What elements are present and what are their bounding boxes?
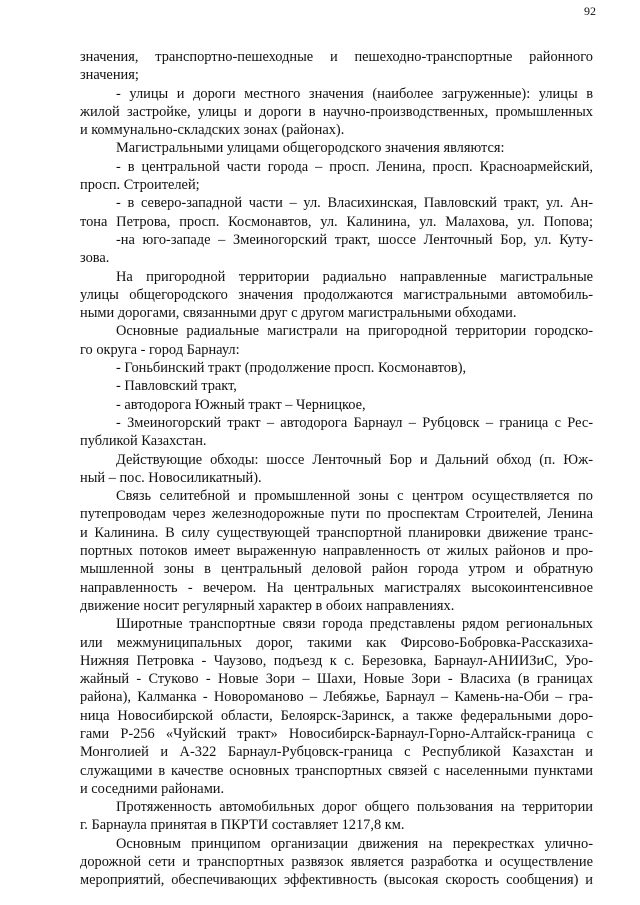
text-line: жилой застройке, улицы и дороги в научно-производственных, промышленных (80, 103, 593, 120)
text-line: Монголией и А-322 Барнаул-Рубцовск-граница с Республикой Казахстан и (80, 744, 593, 761)
text-line: зова. (80, 250, 110, 267)
text-line: г. Барнаула принятая в ПКРТИ составляет 1217,8 км. (80, 817, 405, 834)
text-line: Действующие обходы: шоссе Ленточный Бор и Дальний обход (п. Юж- (116, 451, 593, 468)
text-line: мероприятий, обеспечивающих эффективность (высокая скорость сообщения) и (80, 872, 593, 889)
text-line: или межмуниципальных дорог, такими как Фирсово-Бобровка-Рассказиха- (80, 634, 593, 651)
text-line: района), Калманка - Новороманово – Лебяжье, Барнаул – Камень-на-Оби – гра- (80, 689, 593, 706)
text-line: На пригородной территории радиально направленные магистральные (116, 268, 593, 285)
text-line: - в северо-западной части – ул. Власихинская, Павловский тракт, ул. Ан- (116, 195, 593, 212)
text-line: Протяженность автомобильных дорог общего пользования на территории (116, 799, 593, 816)
text-line: и Калинина. В силу существующей транспортной планировки движение транс- (80, 524, 593, 541)
text-line: ными дорогами, связанными друг с другом магистральными обходами. (80, 305, 517, 322)
text-line: жайный - Стуково - Новые Зори – Шахи, Новые Зори - Власиха (в границах (80, 671, 593, 688)
text-line: улицы общегородского значения продолжаются магистральными автомобиль- (80, 286, 593, 303)
body-text (80, 48, 593, 890)
text-line: гами Р-256 «Чуйский тракт» Новосибирск-Барнаул-Горно-Алтайск-граница с (80, 725, 593, 742)
text-line: - автодорога Южный тракт – Черницкое, (116, 396, 366, 413)
text-line: Связь селитебной и промышленной зоны с центром осуществляется по (116, 488, 593, 505)
text-line: тона Петрова, просп. Космонавтов, ул. Калинина, ул. Малахова, ул. Попова; (80, 213, 593, 230)
text-line: направленность - вечером. На центральных магистралях высокоинтенсивное (80, 579, 593, 596)
text-line: - Змеиногорский тракт – автодорога Барнаул – Рубцовск – граница с Рес- (116, 414, 593, 431)
text-line: Основным принципом организации движения на перекрестках улично- (116, 835, 593, 852)
text-line: Нижняя Петровка - Чаузово, подъезд к с. Березовка, Барнаул-АНИИЗиС, Уро- (80, 652, 593, 669)
text-line: и соседними районами. (80, 780, 225, 797)
text-line: портных потоков имеет выраженную направленность от жилых районов и про- (80, 543, 593, 560)
text-line: -на юго-западе – Змеиногорский тракт, шоссе Ленточный Бор, ул. Куту- (116, 231, 593, 248)
text-line: движение носит регулярный характер в обоих направлениях. (80, 597, 455, 614)
text-line: значения; (80, 67, 139, 84)
text-line: - Гоньбинский тракт (продолжение просп. Космонавтов), (116, 360, 467, 377)
text-line: значения, транспортно-пешеходные и пешеходно-транспортные районного (80, 49, 593, 65)
text-line: путепроводам через железнодорожные пути по проспектам Строителей, Ленина (80, 506, 593, 523)
page-number: 92 (584, 4, 596, 18)
text-line: публикой Казахстан. (80, 433, 207, 450)
text-line: - улицы и дороги местного значения (наиболее загруженные): улицы в (116, 85, 593, 102)
text-line: - в центральной части города – просп. Ленина, просп. Красноармейский, (116, 158, 593, 175)
text-line: Широтные транспортные связи города представлены рядом региональных (116, 616, 593, 633)
text-line: Основные радиальные магистрали на пригородной территории городско- (116, 323, 593, 340)
text-line: Магистральными улицами общегородского значения являются: (116, 140, 505, 157)
text-line: дорожной сети и транспортных развязок является разработка и осуществление (80, 854, 593, 871)
text-line: ный – пос. Новосиликатный). (80, 469, 262, 486)
text-line: служащими в качестве основных транспортных связей с населенными пунктами (80, 762, 593, 779)
text-line: го округа - город Барнаул: (80, 341, 240, 358)
text-line: и коммунально-складских зонах (районах). (80, 122, 345, 139)
text-line: - Павловский тракт, (116, 378, 237, 395)
text-line: ница Новосибирской области, Белоярск-Заринск, а также федеральными доро- (80, 707, 593, 724)
text-line: мышленной зоны в центральный деловой район города утром и обратную (80, 561, 593, 578)
text-line: просп. Строителей; (80, 177, 200, 194)
